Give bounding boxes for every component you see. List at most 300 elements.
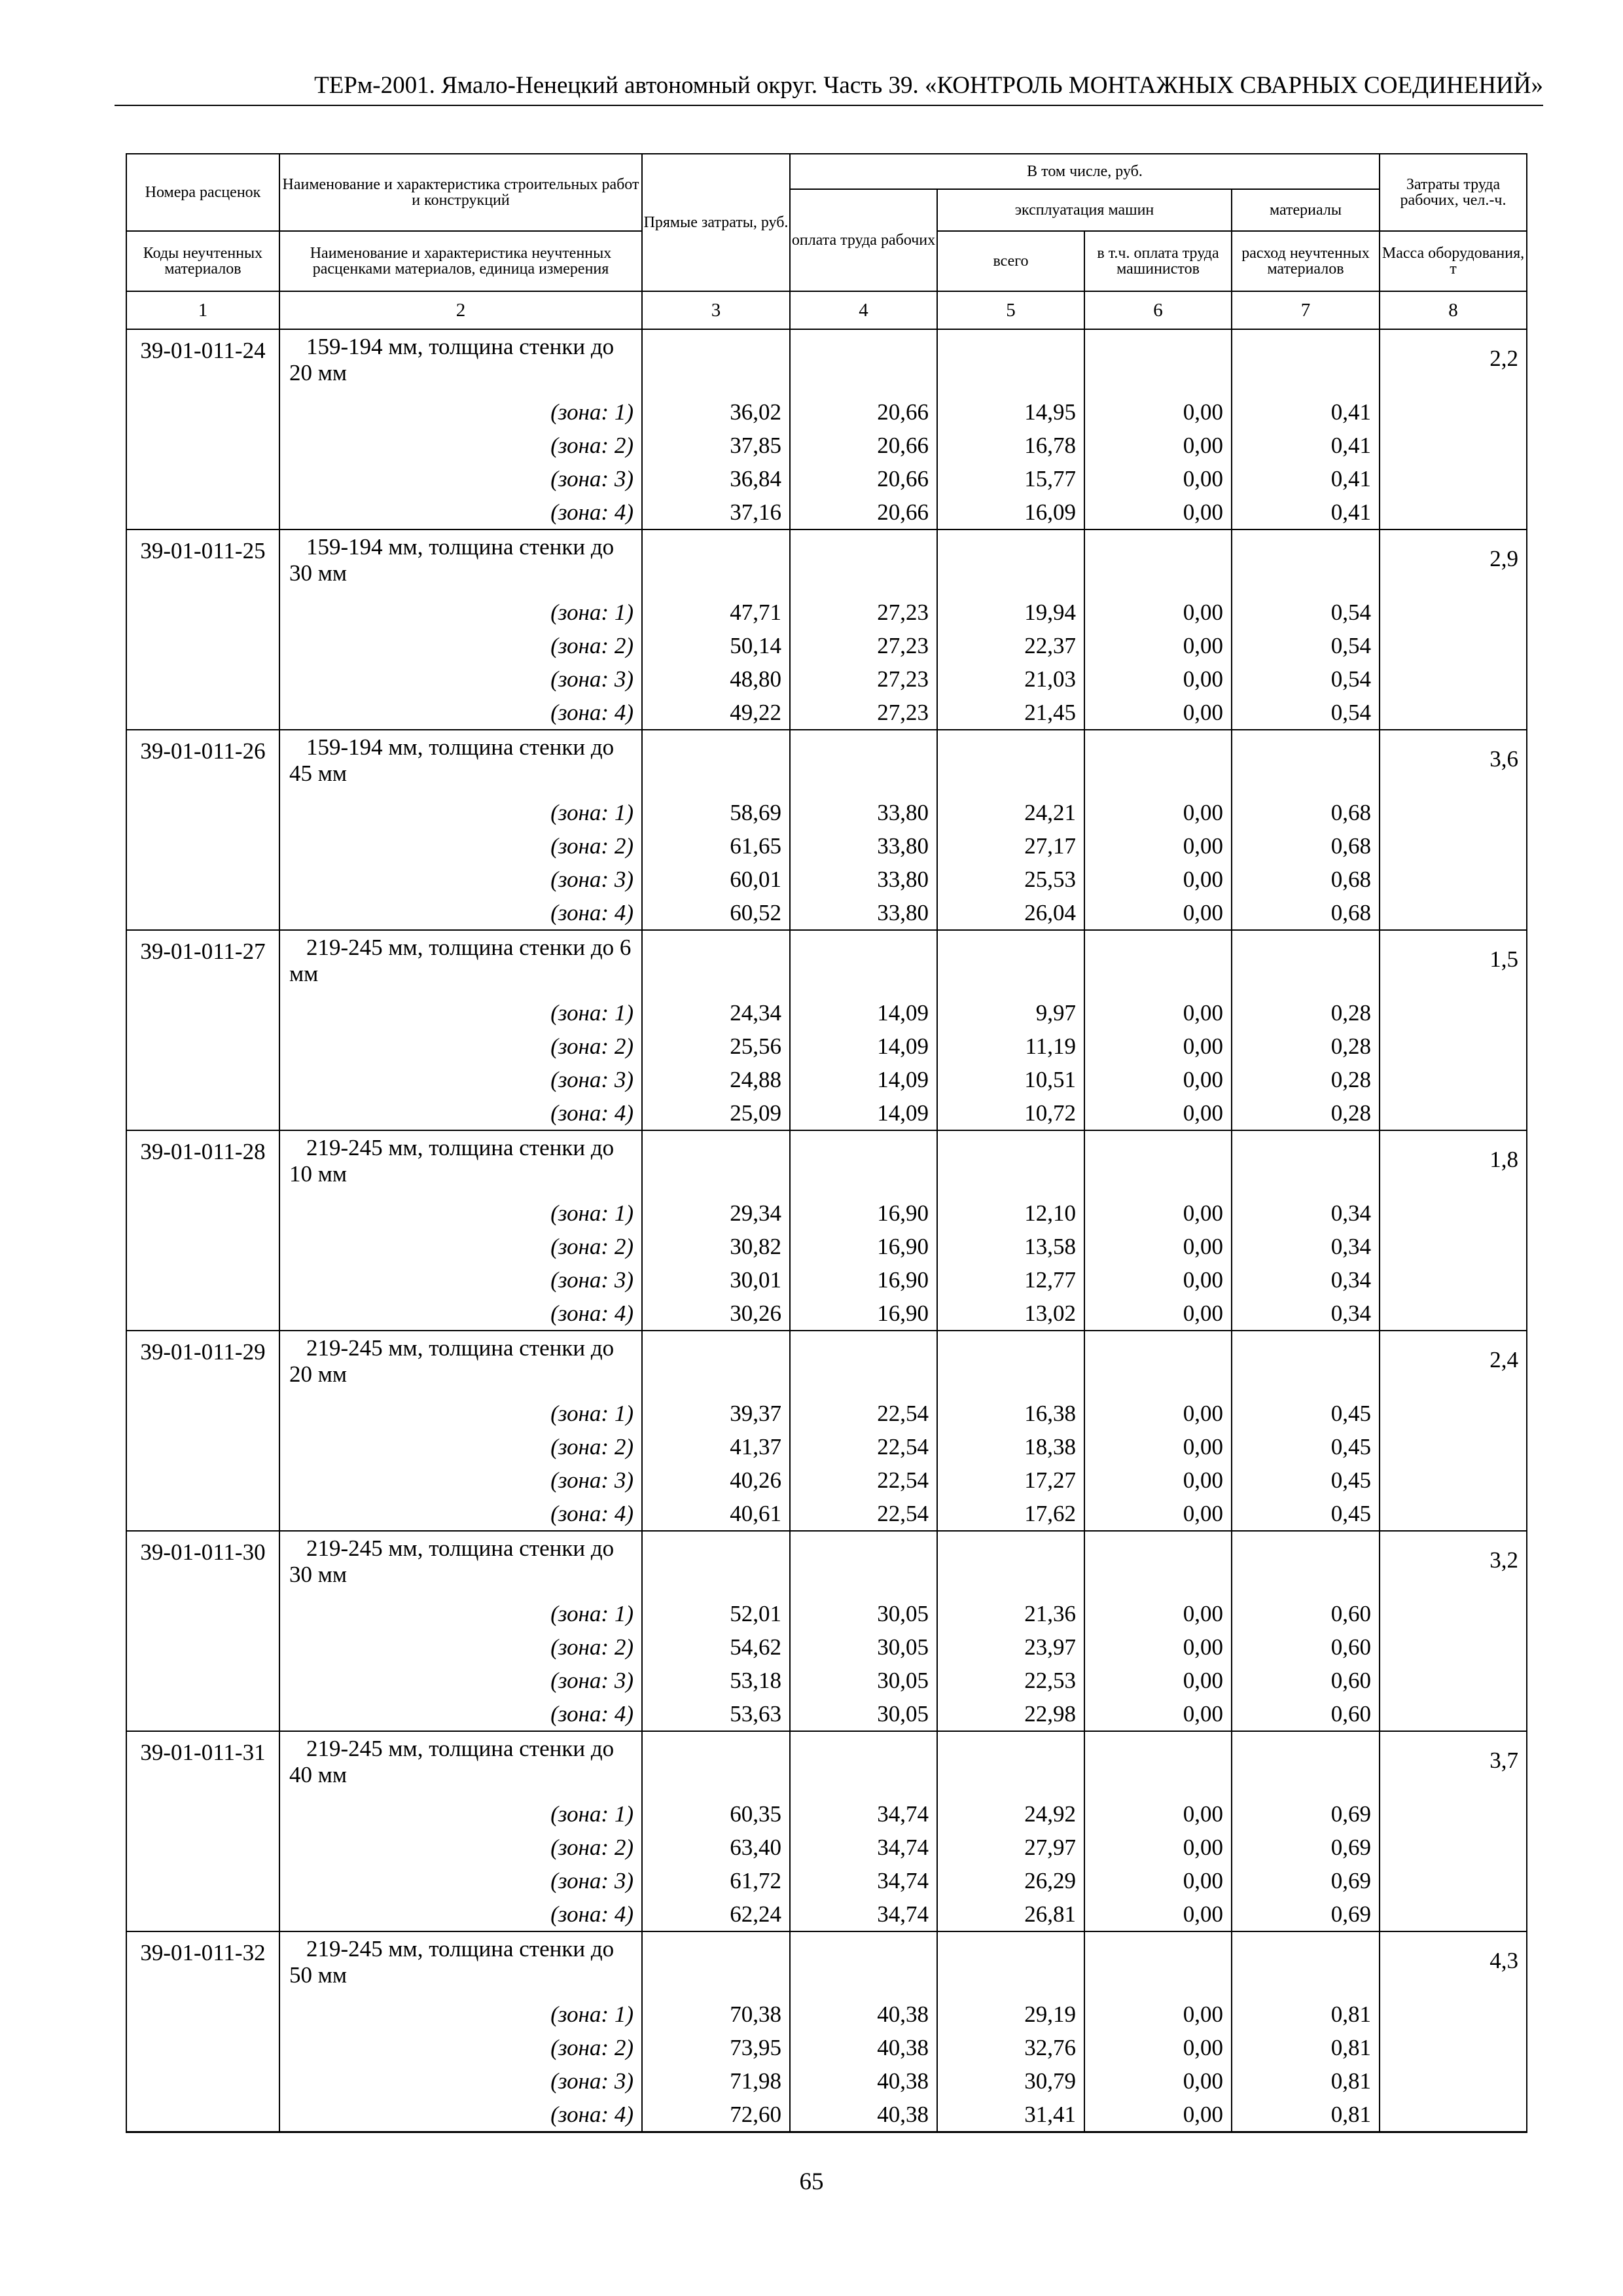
machines-total: 26,29 bbox=[937, 1864, 1084, 1897]
operator-wages: 0,00 bbox=[1084, 2064, 1232, 2098]
machines-total: 17,27 bbox=[937, 1463, 1084, 1497]
materials-cost: 0,68 bbox=[1232, 896, 1380, 930]
machines-total: 15,77 bbox=[937, 462, 1084, 495]
operator-wages: 0,00 bbox=[1084, 629, 1232, 662]
operator-wages: 0,00 bbox=[1084, 395, 1232, 429]
machines-total: 24,21 bbox=[937, 796, 1084, 829]
empty-cell bbox=[790, 930, 937, 996]
direct-cost: 61,65 bbox=[642, 829, 790, 863]
operator-wages: 0,00 bbox=[1084, 1630, 1232, 1664]
operator-wages: 0,00 bbox=[1084, 796, 1232, 829]
zone-row bbox=[126, 1664, 1527, 1697]
machines-total: 23,97 bbox=[937, 1630, 1084, 1664]
worker-wages: 27,23 bbox=[790, 596, 937, 629]
labor-cost: 2,4 bbox=[1380, 1331, 1527, 1531]
zone-row bbox=[126, 1397, 1527, 1430]
worker-wages: 22,54 bbox=[790, 1497, 937, 1531]
machines-total: 31,41 bbox=[937, 2098, 1084, 2132]
zone-row bbox=[126, 1230, 1527, 1263]
empty-cell bbox=[790, 730, 937, 796]
empty-cell bbox=[937, 1931, 1084, 1998]
worker-wages: 14,09 bbox=[790, 1063, 937, 1096]
rate-group-row bbox=[126, 329, 1527, 395]
materials-cost: 0,60 bbox=[1232, 1664, 1380, 1697]
operator-wages: 0,00 bbox=[1084, 1196, 1232, 1230]
table-body bbox=[126, 329, 1527, 2132]
materials-cost: 0,81 bbox=[1232, 1998, 1380, 2031]
operator-wages: 0,00 bbox=[1084, 829, 1232, 863]
operator-wages: 0,00 bbox=[1084, 596, 1232, 629]
zone-label: (зона: 3) bbox=[279, 1463, 642, 1497]
materials-cost: 0,45 bbox=[1232, 1430, 1380, 1463]
column-number: 8 bbox=[1380, 291, 1527, 329]
worker-wages: 34,74 bbox=[790, 1864, 937, 1897]
rate-name: 159-194 мм, толщина стенки до 20 мм bbox=[279, 329, 642, 395]
header-material-consumption: расход неучтенных материалов bbox=[1232, 231, 1380, 291]
rate-group-row bbox=[126, 1931, 1527, 1998]
empty-cell bbox=[1084, 1331, 1232, 1397]
machines-total: 25,53 bbox=[937, 863, 1084, 896]
operator-wages: 0,00 bbox=[1084, 1864, 1232, 1897]
empty-cell bbox=[1084, 1931, 1232, 1998]
zone-label: (зона: 4) bbox=[279, 896, 642, 930]
materials-cost: 0,69 bbox=[1232, 1897, 1380, 1931]
operator-wages: 0,00 bbox=[1084, 662, 1232, 696]
worker-wages: 22,54 bbox=[790, 1397, 937, 1430]
machines-total: 14,95 bbox=[937, 395, 1084, 429]
rate-name: 219-245 мм, толщина стенки до 20 мм bbox=[279, 1331, 642, 1397]
direct-cost: 60,35 bbox=[642, 1797, 790, 1831]
materials-cost: 0,54 bbox=[1232, 662, 1380, 696]
zone-label: (зона: 4) bbox=[279, 1497, 642, 1531]
direct-cost: 37,85 bbox=[642, 429, 790, 462]
operator-wages: 0,00 bbox=[1084, 1230, 1232, 1263]
empty-cell bbox=[1232, 1130, 1380, 1196]
materials-cost: 0,68 bbox=[1232, 863, 1380, 896]
zone-row bbox=[126, 395, 1527, 429]
machines-total: 10,72 bbox=[937, 1096, 1084, 1130]
zone-row bbox=[126, 1597, 1527, 1630]
empty-cell bbox=[1084, 730, 1232, 796]
rate-code: 39-01-011-24 bbox=[126, 329, 279, 529]
column-number: 1 bbox=[126, 291, 279, 329]
materials-cost: 0,41 bbox=[1232, 429, 1380, 462]
operator-wages: 0,00 bbox=[1084, 2098, 1232, 2132]
direct-cost: 73,95 bbox=[642, 2031, 790, 2064]
empty-cell bbox=[1232, 529, 1380, 596]
direct-cost: 47,71 bbox=[642, 596, 790, 629]
zone-row bbox=[126, 863, 1527, 896]
worker-wages: 40,38 bbox=[790, 2064, 937, 2098]
empty-cell bbox=[1232, 1531, 1380, 1597]
materials-cost: 0,34 bbox=[1232, 1230, 1380, 1263]
header-materials: материалы bbox=[1232, 189, 1380, 231]
rate-group-row bbox=[126, 529, 1527, 596]
empty-cell bbox=[642, 930, 790, 996]
zone-row bbox=[126, 829, 1527, 863]
rate-group-row bbox=[126, 1731, 1527, 1797]
rate-name: 159-194 мм, толщина стенки до 30 мм bbox=[279, 529, 642, 596]
zone-label: (зона: 1) bbox=[279, 1597, 642, 1630]
operator-wages: 0,00 bbox=[1084, 1797, 1232, 1831]
empty-cell bbox=[642, 1531, 790, 1597]
empty-cell bbox=[937, 1331, 1084, 1397]
direct-cost: 49,22 bbox=[642, 696, 790, 730]
worker-wages: 34,74 bbox=[790, 1831, 937, 1864]
header-material-names: Наименование и характеристика неучтенных расценками материалов, единица измерения bbox=[279, 231, 642, 291]
empty-cell bbox=[1084, 329, 1232, 395]
direct-cost: 48,80 bbox=[642, 662, 790, 696]
direct-cost: 30,26 bbox=[642, 1297, 790, 1331]
labor-cost: 3,6 bbox=[1380, 730, 1527, 930]
zone-row bbox=[126, 1297, 1527, 1331]
rate-code: 39-01-011-28 bbox=[126, 1130, 279, 1331]
operator-wages: 0,00 bbox=[1084, 1096, 1232, 1130]
zone-label: (зона: 4) bbox=[279, 1697, 642, 1731]
zone-label: (зона: 3) bbox=[279, 1263, 642, 1297]
rate-code: 39-01-011-27 bbox=[126, 930, 279, 1130]
worker-wages: 16,90 bbox=[790, 1263, 937, 1297]
zone-row bbox=[126, 629, 1527, 662]
worker-wages: 30,05 bbox=[790, 1630, 937, 1664]
worker-wages: 14,09 bbox=[790, 996, 937, 1030]
header-machines-total: всего bbox=[937, 231, 1084, 291]
rate-group-row bbox=[126, 1331, 1527, 1397]
zone-row bbox=[126, 996, 1527, 1030]
labor-cost: 2,9 bbox=[1380, 529, 1527, 730]
materials-cost: 0,60 bbox=[1232, 1697, 1380, 1731]
operator-wages: 0,00 bbox=[1084, 1297, 1232, 1331]
direct-cost: 62,24 bbox=[642, 1897, 790, 1931]
rate-name: 219-245 мм, толщина стенки до 40 мм bbox=[279, 1731, 642, 1797]
machines-total: 17,62 bbox=[937, 1497, 1084, 1531]
header-title: ТЕРм-2001. Ямало-Ненецкий автономный округ. Часть 39. «КОНТРОЛЬ МОНТАЖНЫХ СВАРНЫХ СОЕДИНЕНИЙ» bbox=[314, 72, 1543, 99]
rate-name: 219-245 мм, толщина стенки до 50 мм bbox=[279, 1931, 642, 1998]
zone-label: (зона: 2) bbox=[279, 1430, 642, 1463]
empty-cell bbox=[937, 1531, 1084, 1597]
zone-label: (зона: 4) bbox=[279, 1096, 642, 1130]
zone-label: (зона: 1) bbox=[279, 1998, 642, 2031]
zone-row bbox=[126, 2031, 1527, 2064]
direct-cost: 37,16 bbox=[642, 495, 790, 529]
machines-total: 13,02 bbox=[937, 1297, 1084, 1331]
zone-label: (зона: 1) bbox=[279, 1397, 642, 1430]
direct-cost: 29,34 bbox=[642, 1196, 790, 1230]
machines-total: 30,79 bbox=[937, 2064, 1084, 2098]
zone-label: (зона: 4) bbox=[279, 1897, 642, 1931]
operator-wages: 0,00 bbox=[1084, 1998, 1232, 2031]
worker-wages: 33,80 bbox=[790, 796, 937, 829]
machines-total: 26,04 bbox=[937, 896, 1084, 930]
materials-cost: 0,45 bbox=[1232, 1497, 1380, 1531]
zone-label: (зона: 4) bbox=[279, 2098, 642, 2132]
zone-label: (зона: 2) bbox=[279, 829, 642, 863]
operator-wages: 0,00 bbox=[1084, 462, 1232, 495]
empty-cell bbox=[1084, 1731, 1232, 1797]
header-including: В том числе, руб. bbox=[790, 154, 1380, 189]
direct-cost: 25,09 bbox=[642, 1096, 790, 1130]
empty-cell bbox=[642, 1130, 790, 1196]
empty-cell bbox=[642, 329, 790, 395]
empty-cell bbox=[1084, 529, 1232, 596]
empty-cell bbox=[790, 1130, 937, 1196]
materials-cost: 0,81 bbox=[1232, 2064, 1380, 2098]
machines-total: 22,37 bbox=[937, 629, 1084, 662]
materials-cost: 0,28 bbox=[1232, 1096, 1380, 1130]
column-number: 4 bbox=[790, 291, 937, 329]
materials-cost: 0,60 bbox=[1232, 1597, 1380, 1630]
materials-cost: 0,69 bbox=[1232, 1797, 1380, 1831]
page-header bbox=[115, 65, 1543, 106]
materials-cost: 0,28 bbox=[1232, 1030, 1380, 1063]
empty-cell bbox=[937, 329, 1084, 395]
empty-cell bbox=[642, 730, 790, 796]
materials-cost: 0,54 bbox=[1232, 596, 1380, 629]
zone-row bbox=[126, 1998, 1527, 2031]
materials-cost: 0,34 bbox=[1232, 1297, 1380, 1331]
empty-cell bbox=[1232, 329, 1380, 395]
direct-cost: 36,84 bbox=[642, 462, 790, 495]
zone-row bbox=[126, 1797, 1527, 1831]
zone-label: (зона: 4) bbox=[279, 1297, 642, 1331]
zone-label: (зона: 1) bbox=[279, 796, 642, 829]
column-number: 5 bbox=[937, 291, 1084, 329]
empty-cell bbox=[1232, 1731, 1380, 1797]
direct-cost: 40,61 bbox=[642, 1497, 790, 1531]
materials-cost: 0,81 bbox=[1232, 2098, 1380, 2132]
direct-cost: 70,38 bbox=[642, 1998, 790, 2031]
direct-cost: 60,01 bbox=[642, 863, 790, 896]
zone-label: (зона: 3) bbox=[279, 1063, 642, 1096]
direct-cost: 63,40 bbox=[642, 1831, 790, 1864]
worker-wages: 22,54 bbox=[790, 1430, 937, 1463]
machines-total: 12,77 bbox=[937, 1263, 1084, 1297]
zone-row bbox=[126, 1063, 1527, 1096]
worker-wages: 34,74 bbox=[790, 1797, 937, 1831]
zone-label: (зона: 2) bbox=[279, 1831, 642, 1864]
empty-cell bbox=[1084, 930, 1232, 996]
rate-code: 39-01-011-30 bbox=[126, 1531, 279, 1731]
zone-label: (зона: 2) bbox=[279, 629, 642, 662]
worker-wages: 14,09 bbox=[790, 1096, 937, 1130]
worker-wages: 27,23 bbox=[790, 662, 937, 696]
header-rate-numbers: Номера расценок bbox=[126, 154, 279, 231]
zone-row bbox=[126, 662, 1527, 696]
empty-cell bbox=[1084, 1130, 1232, 1196]
zone-label: (зона: 4) bbox=[279, 696, 642, 730]
direct-cost: 58,69 bbox=[642, 796, 790, 829]
direct-cost: 24,88 bbox=[642, 1063, 790, 1096]
header-equipment-mass: Масса оборудования, т bbox=[1380, 231, 1527, 291]
empty-cell bbox=[1232, 1331, 1380, 1397]
rate-name: 219-245 мм, толщина стенки до 6 мм bbox=[279, 930, 642, 996]
direct-cost: 52,01 bbox=[642, 1597, 790, 1630]
labor-cost: 1,5 bbox=[1380, 930, 1527, 1130]
machines-total: 11,19 bbox=[937, 1030, 1084, 1063]
machines-total: 29,19 bbox=[937, 1998, 1084, 2031]
header-labor-costs: Затраты труда рабочих, чел.-ч. bbox=[1380, 154, 1527, 231]
operator-wages: 0,00 bbox=[1084, 429, 1232, 462]
worker-wages: 40,38 bbox=[790, 2031, 937, 2064]
worker-wages: 30,05 bbox=[790, 1664, 937, 1697]
rate-name: 159-194 мм, толщина стенки до 45 мм bbox=[279, 730, 642, 796]
worker-wages: 33,80 bbox=[790, 863, 937, 896]
zone-row bbox=[126, 2064, 1527, 2098]
operator-wages: 0,00 bbox=[1084, 1397, 1232, 1430]
machines-total: 12,10 bbox=[937, 1196, 1084, 1230]
column-number: 3 bbox=[642, 291, 790, 329]
materials-cost: 0,34 bbox=[1232, 1196, 1380, 1230]
worker-wages: 14,09 bbox=[790, 1030, 937, 1063]
materials-cost: 0,60 bbox=[1232, 1630, 1380, 1664]
empty-cell bbox=[937, 1130, 1084, 1196]
worker-wages: 33,80 bbox=[790, 896, 937, 930]
direct-cost: 41,37 bbox=[642, 1430, 790, 1463]
direct-cost: 53,18 bbox=[642, 1664, 790, 1697]
operator-wages: 0,00 bbox=[1084, 1063, 1232, 1096]
column-number: 7 bbox=[1232, 291, 1380, 329]
zone-row bbox=[126, 1630, 1527, 1664]
operator-wages: 0,00 bbox=[1084, 1263, 1232, 1297]
header-material-codes: Коды неучтенных материалов bbox=[126, 231, 279, 291]
zone-row bbox=[126, 1030, 1527, 1063]
rate-name: 219-245 мм, толщина стенки до 30 мм bbox=[279, 1531, 642, 1597]
materials-cost: 0,68 bbox=[1232, 829, 1380, 863]
direct-cost: 71,98 bbox=[642, 2064, 790, 2098]
rate-group-row bbox=[126, 930, 1527, 996]
zone-row bbox=[126, 429, 1527, 462]
zone-label: (зона: 1) bbox=[279, 395, 642, 429]
zone-label: (зона: 2) bbox=[279, 2031, 642, 2064]
empty-cell bbox=[642, 529, 790, 596]
direct-cost: 53,63 bbox=[642, 1697, 790, 1731]
operator-wages: 0,00 bbox=[1084, 2031, 1232, 2064]
machines-total: 21,03 bbox=[937, 662, 1084, 696]
zone-row bbox=[126, 596, 1527, 629]
operator-wages: 0,00 bbox=[1084, 495, 1232, 529]
worker-wages: 16,90 bbox=[790, 1230, 937, 1263]
zone-row bbox=[126, 896, 1527, 930]
zone-row bbox=[126, 2098, 1527, 2132]
operator-wages: 0,00 bbox=[1084, 1597, 1232, 1630]
operator-wages: 0,00 bbox=[1084, 1030, 1232, 1063]
column-number: 2 bbox=[279, 291, 642, 329]
worker-wages: 40,38 bbox=[790, 2098, 937, 2132]
direct-cost: 61,72 bbox=[642, 1864, 790, 1897]
labor-cost: 1,8 bbox=[1380, 1130, 1527, 1331]
machines-total: 18,38 bbox=[937, 1430, 1084, 1463]
empty-cell bbox=[937, 529, 1084, 596]
machines-total: 32,76 bbox=[937, 2031, 1084, 2064]
direct-cost: 60,52 bbox=[642, 896, 790, 930]
machines-total: 9,97 bbox=[937, 996, 1084, 1030]
zone-label: (зона: 3) bbox=[279, 462, 642, 495]
labor-cost: 4,3 bbox=[1380, 1931, 1527, 2132]
materials-cost: 0,41 bbox=[1232, 395, 1380, 429]
zone-row bbox=[126, 1096, 1527, 1130]
direct-cost: 72,60 bbox=[642, 2098, 790, 2132]
zone-label: (зона: 2) bbox=[279, 1030, 642, 1063]
direct-cost: 25,56 bbox=[642, 1030, 790, 1063]
worker-wages: 20,66 bbox=[790, 395, 937, 429]
zone-row bbox=[126, 696, 1527, 730]
worker-wages: 20,66 bbox=[790, 462, 937, 495]
operator-wages: 0,00 bbox=[1084, 1697, 1232, 1731]
materials-cost: 0,45 bbox=[1232, 1463, 1380, 1497]
empty-cell bbox=[937, 1731, 1084, 1797]
direct-cost: 40,26 bbox=[642, 1463, 790, 1497]
worker-wages: 27,23 bbox=[790, 696, 937, 730]
zone-row bbox=[126, 1263, 1527, 1297]
zone-row bbox=[126, 1497, 1527, 1531]
machines-total: 10,51 bbox=[937, 1063, 1084, 1096]
zone-row bbox=[126, 1897, 1527, 1931]
direct-cost: 39,37 bbox=[642, 1397, 790, 1430]
machines-total: 13,58 bbox=[937, 1230, 1084, 1263]
machines-total: 24,92 bbox=[937, 1797, 1084, 1831]
header-operator-wages: в т.ч. оплата труда машинистов bbox=[1084, 231, 1232, 291]
labor-cost: 2,2 bbox=[1380, 329, 1527, 529]
zone-label: (зона: 2) bbox=[279, 429, 642, 462]
empty-cell bbox=[790, 529, 937, 596]
worker-wages: 22,54 bbox=[790, 1463, 937, 1497]
zone-row bbox=[126, 1463, 1527, 1497]
labor-cost: 3,2 bbox=[1380, 1531, 1527, 1731]
empty-cell bbox=[642, 1731, 790, 1797]
zone-row bbox=[126, 462, 1527, 495]
zone-label: (зона: 3) bbox=[279, 1664, 642, 1697]
operator-wages: 0,00 bbox=[1084, 863, 1232, 896]
zone-label: (зона: 3) bbox=[279, 1864, 642, 1897]
materials-cost: 0,28 bbox=[1232, 996, 1380, 1030]
column-number: 6 bbox=[1084, 291, 1232, 329]
materials-cost: 0,41 bbox=[1232, 462, 1380, 495]
empty-cell bbox=[790, 1531, 937, 1597]
operator-wages: 0,00 bbox=[1084, 996, 1232, 1030]
operator-wages: 0,00 bbox=[1084, 1430, 1232, 1463]
worker-wages: 30,05 bbox=[790, 1697, 937, 1731]
rate-code: 39-01-011-32 bbox=[126, 1931, 279, 2132]
rate-group-row bbox=[126, 1130, 1527, 1196]
materials-cost: 0,69 bbox=[1232, 1864, 1380, 1897]
machines-total: 16,38 bbox=[937, 1397, 1084, 1430]
zone-row bbox=[126, 1864, 1527, 1897]
empty-cell bbox=[790, 1731, 937, 1797]
table-header bbox=[126, 154, 1527, 329]
zone-label: (зона: 1) bbox=[279, 596, 642, 629]
rates-table bbox=[126, 153, 1527, 2133]
worker-wages: 16,90 bbox=[790, 1196, 937, 1230]
header-work-name: Наименование и характеристика строительных работ и конструкций bbox=[279, 154, 642, 231]
direct-cost: 30,82 bbox=[642, 1230, 790, 1263]
materials-cost: 0,54 bbox=[1232, 696, 1380, 730]
worker-wages: 33,80 bbox=[790, 829, 937, 863]
rate-code: 39-01-011-26 bbox=[126, 730, 279, 930]
materials-cost: 0,54 bbox=[1232, 629, 1380, 662]
zone-label: (зона: 3) bbox=[279, 863, 642, 896]
empty-cell bbox=[937, 930, 1084, 996]
empty-cell bbox=[790, 329, 937, 395]
worker-wages: 40,38 bbox=[790, 1998, 937, 2031]
zone-row bbox=[126, 1430, 1527, 1463]
empty-cell bbox=[790, 1331, 937, 1397]
machines-total: 21,36 bbox=[937, 1597, 1084, 1630]
zone-label: (зона: 3) bbox=[279, 2064, 642, 2098]
machines-total: 16,78 bbox=[937, 429, 1084, 462]
page-number: 65 bbox=[799, 2168, 824, 2195]
zone-row bbox=[126, 1831, 1527, 1864]
machines-total: 26,81 bbox=[937, 1897, 1084, 1931]
